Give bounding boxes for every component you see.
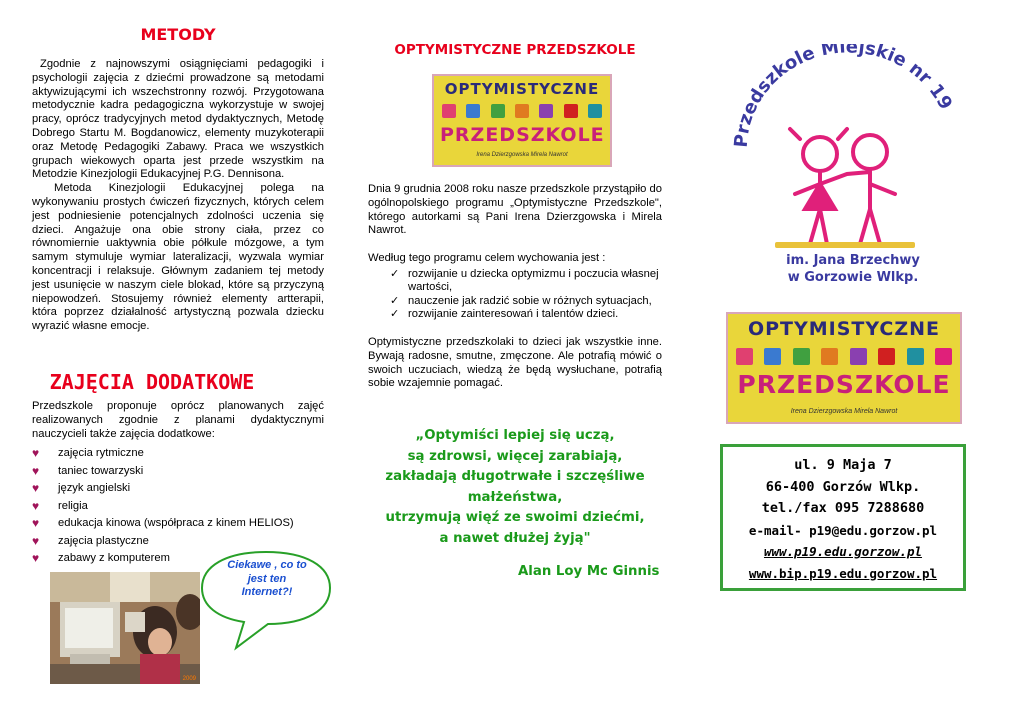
heart-icon: ♥ — [32, 463, 40, 478]
heart-icon: ♥ — [32, 516, 40, 531]
logo-optymistyczne-small — [432, 74, 612, 167]
list-item: ✓ rozwijanie zainteresowań i talentów dzieci. — [390, 308, 619, 321]
quote-line: a nawet dłużej żyją" — [439, 530, 591, 546]
logo-faces — [442, 104, 602, 118]
quote-block — [368, 426, 662, 549]
heart-icon: ♥ — [32, 446, 40, 461]
logo-title-top: OPTYMISTYCZNE — [747, 318, 941, 340]
computer-class-photo — [50, 572, 200, 684]
list-item: ✓ nauczenie jak radzić sobie w różnych sytuacjach, — [390, 294, 652, 307]
photo-date-stamp: 2009 — [182, 676, 196, 682]
program-goals-list — [368, 268, 662, 322]
quote-author: Alan Loy Mc Ginnis — [518, 564, 660, 579]
quote-line: „Optymiści lepiej się uczą, — [415, 428, 615, 443]
heading-optymistyczne-przedszkole: OPTYMISTYCZNE PRZEDSZKOLE — [394, 42, 636, 58]
program-paragraph-1: Dnia 9 grudnia 2008 roku nasze przedszkole przystąpiło do ogólnopolskiego programu „Optymistyczne Przedszkole", którego autorkami są Pani Irena Dzierzgowska i Mirela Nawrot. — [368, 183, 662, 237]
contact-city: 66-400 Gorzów Wlkp. — [765, 478, 921, 495]
metody-paragraph-2: Metoda Kinezjologii Edukacyjnej polega na wykonywaniu prostych ćwiczeń fizycznych, których celem jest podniesienie potencjalnych zdolności uczenia się dzieci. Angażuje ona obie strony ciała, przez co równomiernie uaktywnia obie półkule mózgowe, a tym samym stymuluje wymiar lateralizacji, wyzwala wymiar koncentracji i relaksuje. Głównym zadaniem tej metody jest usunięcie w naszym ciele blokad, które są przyczyną niepowodzeń. Stosujemy również elementy artterapii, która poprzez działalność artystyczną pozwala dziecku wyrazić własne emocje. — [32, 182, 324, 333]
list-item: ♥ taniec towarzyski — [32, 463, 324, 481]
logo-title-bottom: PRZEDSZKOLE — [737, 370, 951, 399]
program-paragraph-3: Optymistyczne przedszkolaki to dzieci jak wszystkie inne. Bywają radosne, smutne, zmęczone. Ale potrafią mówić o swoich uczuciach, wiedzą że będą wysłuchane, potrafią sobie wzajemnie pomagać. — [368, 335, 662, 390]
metody-paragraph-1: Zgodnie z najnowszymi osiągnięciami pedagogiki i psychologii zajęcia z dziećmi prowadzone są metodami aktywizującymi ich wszechstronny rozwój. Przygotowana metodycznie kadra pedagogiczna wykorzystuje w swojej pracy, oprócz tradycyjnych metod dydaktycznych, Metodę Dobrego Startu M. Bogdanowicz, elementy muzykoterapii oraz Metodę Pedagogiki Zabawy. Praca we wszystkich grupach wiekowych oparta jest przede wszystkim na Metodzie Kinezjologii Edukacyjnej P.G. Dennisona. — [32, 58, 324, 181]
logo-authors: Irena Dzierzgowska Mirela Nawrot — [476, 152, 568, 158]
list-item: ♥ język angielski — [32, 480, 324, 498]
heart-icon: ♥ — [32, 481, 40, 496]
list-item: ♥ zabawy z komputerem — [32, 550, 324, 568]
logo-optymistyczne-large — [726, 312, 962, 424]
website-link[interactable]: www.p19.edu.gorzow.pl — [763, 544, 923, 559]
quote-line: małżeństwa, — [467, 489, 563, 505]
list-item: ♥ zajęcia rytmiczne — [32, 445, 324, 463]
logo-title-top: OPTYMISTYCZNE — [444, 80, 600, 98]
bubble-text: Ciekawe , co to jest ten Internet?! — [227, 559, 307, 598]
school-name-arc: Przedszkole Miejskie nr 19 — [730, 44, 957, 149]
heart-icon: ♥ — [32, 498, 40, 513]
list-item: ♥ religia — [32, 498, 324, 516]
checkmark-icon: ✓ — [390, 267, 400, 280]
program-goals-intro: Według tego programu celem wychowania jest : — [368, 252, 606, 265]
list-item: ♥ zajęcia plastyczne — [32, 533, 324, 551]
patron-line-1: im. Jana Brzechwy — [786, 253, 920, 268]
zajecia-intro: Przedszkole proponuje oprócz planowanych zajęć realizowanych zgodnie z planami dydaktycznymi nauczycieli także zajęcia dodatkowe: — [32, 400, 324, 440]
contact-phone: tel./fax 095 7288680 — [761, 500, 925, 516]
heading-metody: METODY — [140, 25, 216, 44]
checkmark-icon: ✓ — [390, 308, 400, 321]
quote-line: są zdrowsi, więcej zarabiają, — [407, 448, 623, 464]
contact-address: ul. 9 Maja 7 — [794, 457, 892, 473]
quote-line: zakładają długotrwałe i szczęśliwe — [385, 469, 645, 484]
heart-icon: ♥ — [32, 551, 40, 566]
contact-email: e-mail- p19@edu.gorzow.pl — [748, 522, 938, 538]
bip-link[interactable]: www.bip.p19.edu.gorzow.pl — [748, 565, 938, 581]
logo-faces — [736, 348, 952, 365]
patron-line-2: w Gorzowie Wlkp. — [787, 270, 919, 285]
contact-box — [720, 444, 966, 591]
logo-authors: Irena Dzierzgowska Mirela Nawrot — [790, 408, 898, 415]
logo-title-bottom: PRZEDSZKOLE — [440, 124, 605, 146]
list-item: ✓ rozwijanie u dziecka optymizmu i poczucia własnej wartości, — [390, 267, 659, 294]
list-item: ♥ edukacja kinowa (współpraca z kinem HELIOS) — [32, 515, 324, 533]
heart-icon: ♥ — [32, 533, 40, 548]
heading-zajecia-dodatkowe: ZAJĘCIA DODATKOWE — [49, 370, 255, 394]
quote-line: utrzymują więź ze swoimi dziećmi, — [385, 510, 645, 525]
speech-bubble — [196, 544, 336, 654]
checkmark-icon: ✓ — [390, 294, 400, 307]
